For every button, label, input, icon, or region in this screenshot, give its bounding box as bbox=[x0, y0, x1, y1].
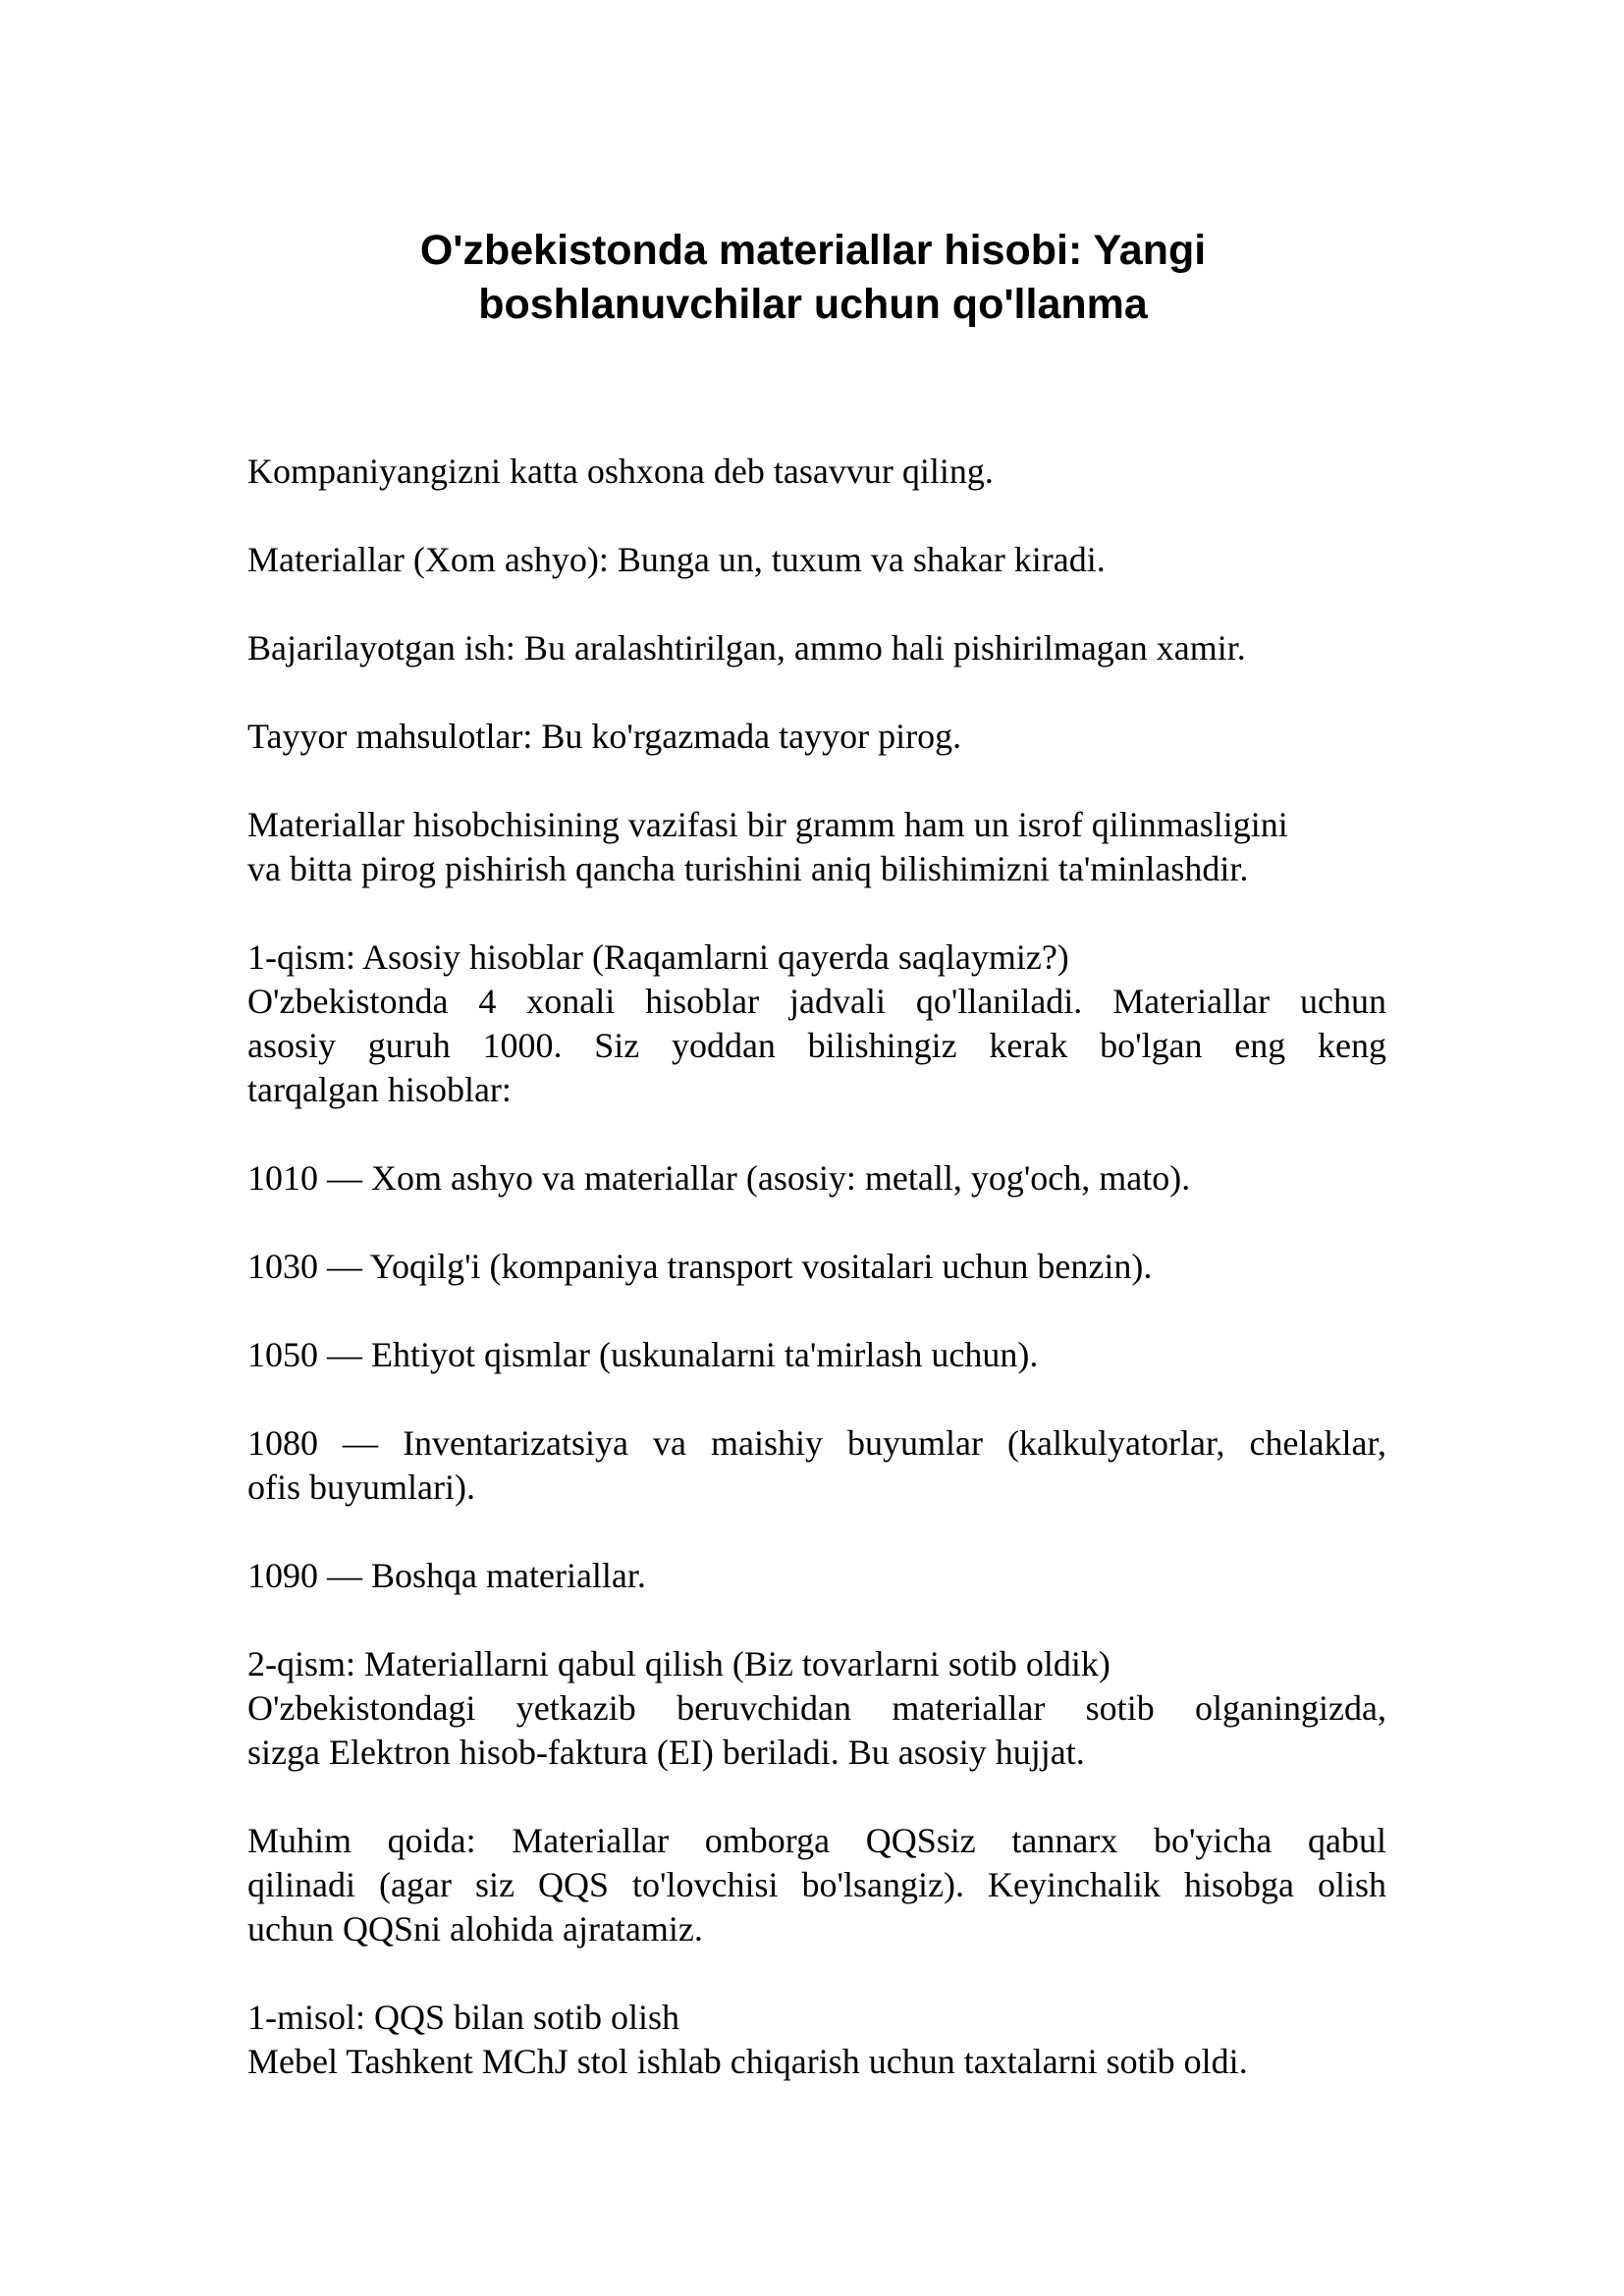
text-line: 1080 — Inventarizatsiya va maishiy buyumlar (kalkulyatorlar, chelaklar, bbox=[247, 1423, 1386, 1463]
paragraph-work-in-progress: Bajarilayotgan ish: Bu aralashtirilgan, ammo hali pishirilmagan xamir. bbox=[247, 628, 1246, 667]
account-item-1030: 1030 — Yoqilg'i (kompaniya transport vositalari uchun benzin). bbox=[247, 1247, 1153, 1286]
paragraph-intro: Kompaniyangizni katta oshxona deb tasavvur qiling. bbox=[247, 452, 994, 491]
text-line: tarqalgan hisoblar: bbox=[247, 1070, 512, 1109]
example-1 bbox=[247, 1996, 1386, 2084]
account-item-1090: 1090 — Boshqa materiallar. bbox=[247, 1556, 646, 1595]
example-heading: 1-misol: QQS bilan sotib olish bbox=[247, 1998, 680, 2037]
section-heading: 2-qism: Materiallarni qabul qilish (Biz tovarlarni sotib oldik) bbox=[247, 1644, 1110, 1683]
section-2 bbox=[247, 1642, 1386, 1775]
document-title bbox=[247, 224, 1379, 332]
text-line: O'zbekistondagi yetkazib beruvchidan materiallar sotib olganingizda, bbox=[247, 1688, 1386, 1728]
text-line: uchun QQSni alohida ajratamiz. bbox=[247, 1909, 703, 1949]
paragraph-important-rule bbox=[247, 1819, 1386, 1951]
section-1 bbox=[247, 935, 1386, 1112]
text-line: O'zbekistonda 4 xonali hisoblar jadvali qo'llaniladi. Materiallar uchun bbox=[247, 982, 1386, 1021]
text-line: Materiallar hisobchisining vazifasi bir gramm ham un isrof qilinmasligini bbox=[247, 805, 1288, 844]
text-line: Mebel Tashkent MChJ stol ishlab chiqarish uchun taxtalarni sotib oldi. bbox=[247, 2042, 1248, 2081]
text-line: Muhim qoida: Materiallar omborga QQSsiz tannarx bo'yicha qabul bbox=[247, 1821, 1386, 1860]
text-line: sizga Elektron hisob-faktura (EI) beriladi. Bu asosiy hujjat. bbox=[247, 1733, 1085, 1772]
text-line: asosiy guruh 1000. Siz yoddan bilishingiz kerak bo'lgan eng keng bbox=[247, 1026, 1386, 1065]
document-body bbox=[247, 450, 1386, 2128]
paragraph-accountant-role bbox=[247, 803, 1386, 891]
account-item-1080 bbox=[247, 1421, 1386, 1510]
text-line: qilinadi (agar siz QQS to'lovchisi bo'lsangiz). Keyinchalik hisobga olish bbox=[247, 1865, 1386, 1904]
text-line: ofis buyumlari). bbox=[247, 1468, 475, 1507]
title-line-1: O'zbekistonda materiallar hisobi: Yangi bbox=[419, 227, 1207, 274]
section-heading: 1-qism: Asosiy hisoblar (Raqamlarni qayerda saqlaymiz?) bbox=[247, 937, 1069, 977]
account-item-1050: 1050 — Ehtiyot qismlar (uskunalarni ta'mirlash uchun). bbox=[247, 1335, 1039, 1374]
title-line-2: boshlanuvchilar uchun qo'llanma bbox=[478, 281, 1148, 328]
paragraph-materials: Materiallar (Xom ashyo): Bunga un, tuxum va shakar kiradi. bbox=[247, 540, 1106, 579]
account-item-1010: 1010 — Xom ashyo va materiallar (asosiy: metall, yog'och, mato). bbox=[247, 1158, 1191, 1198]
text-line: va bitta pirog pishirish qancha turishini aniq bilishimizni ta'minlashdir. bbox=[247, 849, 1249, 888]
paragraph-finished-goods: Tayyor mahsulotlar: Bu ko'rgazmada tayyor pirog. bbox=[247, 717, 962, 756]
